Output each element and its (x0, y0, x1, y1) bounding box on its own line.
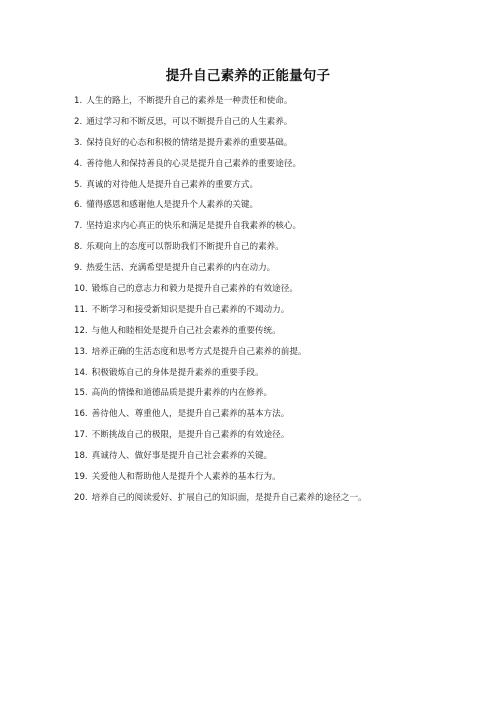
list-item-number: 6. (74, 200, 83, 211)
list-item-text: 锻炼自己的意志力和毅力是提升自己素养的有效途径。 (91, 284, 298, 295)
list-item (74, 262, 474, 283)
list-item-text: 积极锻炼自己的身体是提升素养的重要手段。 (91, 367, 264, 378)
list-item-text: 热爱生活、充满希望是提升自己素养的内在动力。 (86, 263, 276, 274)
list-item (74, 241, 474, 262)
list-item (74, 492, 474, 513)
list-item-text: 坚持追求内心真正的快乐和满足是提升自我素养的核心。 (86, 221, 302, 232)
list-item-number: 1. (74, 96, 83, 106)
list-item-number: 15. (74, 388, 88, 399)
list-item-text: 人生的路上，不断提升自己的素养是一种责任和使命。 (86, 96, 293, 106)
list-item-text: 懂得感恩和感谢他人是提升个人素养的关键。 (86, 200, 259, 211)
list-item-number: 7. (74, 221, 83, 232)
list-item-number: 5. (74, 179, 83, 190)
list-item (74, 367, 474, 388)
list-item (74, 95, 474, 116)
list-item-text: 善待他人和保持善良的心灵是提升自己素养的重要途径。 (86, 158, 302, 169)
list-item (74, 116, 474, 137)
list-item-number: 13. (74, 346, 88, 357)
list-item (74, 158, 474, 179)
list-item-text: 与他人和睦相处是提升自己社会素养的重要传统。 (91, 325, 281, 336)
list-item (74, 346, 474, 367)
list-item (74, 450, 474, 471)
list-item-number: 3. (74, 137, 83, 148)
document-title: 提升自己素养的正能量句子 (165, 68, 331, 84)
list-item-number: 20. (74, 492, 88, 503)
list-item-number: 2. (74, 116, 83, 127)
list-item-text: 培养自己的阅读爱好、扩展自己的知识面，是提升自己素养的途径之一。 (91, 492, 367, 503)
list-item-number: 9. (74, 263, 83, 274)
list-item (74, 471, 474, 492)
list-item-text: 真诚待人、做好事是提升自己社会素养的关键。 (91, 451, 273, 462)
list-item (74, 199, 474, 220)
list-item-text: 通过学习和不断反思，可以不断提升自己的人生素养。 (86, 116, 293, 127)
list-item (74, 408, 474, 429)
list-item-text: 培养正确的生活态度和思考方式是提升自己素养的前提。 (91, 346, 307, 357)
list-item-text: 高尚的情操和道德品质是提升素养的内在修养。 (91, 388, 273, 399)
list-item-text: 不断挑战自己的极限，是提升自己素养的有效途径。 (91, 430, 290, 441)
list-item (74, 137, 474, 158)
list-item-number: 17. (74, 430, 88, 441)
list-item (74, 387, 474, 408)
list-item (74, 283, 474, 304)
list-item-number: 10. (74, 284, 88, 295)
list-item-number: 4. (74, 158, 83, 169)
list-item-number: 16. (74, 409, 88, 420)
list-item-text: 保持良好的心态和积极的情绪是提升素养的重要基础。 (86, 137, 293, 148)
list-item (74, 325, 474, 346)
list-item-number: 8. (74, 242, 83, 253)
list-item (74, 304, 474, 325)
list-item-text: 真诚的对待他人是提升自己素养的重要方式。 (86, 179, 259, 190)
list-item-number: 18. (74, 451, 88, 462)
sentence-list (74, 95, 474, 513)
list-item-number: 14. (74, 367, 88, 378)
list-item-number: 12. (74, 325, 88, 336)
list-item-text: 关爱他人和帮助他人是提升个人素养的基本行为。 (91, 472, 281, 483)
list-item (74, 179, 474, 200)
list-item (74, 429, 474, 450)
list-item-number: 11. (74, 304, 88, 315)
list-item-number: 19. (74, 472, 88, 483)
list-item (74, 220, 474, 241)
list-item-text: 不断学习和接受新知识是提升自己素养的不竭动力。 (91, 304, 290, 315)
list-item-text: 乐观向上的态度可以帮助我们不断提升自己的素养。 (86, 242, 284, 253)
list-item-text: 善待他人、尊重他人，是提升自己素养的基本方法。 (91, 409, 290, 420)
